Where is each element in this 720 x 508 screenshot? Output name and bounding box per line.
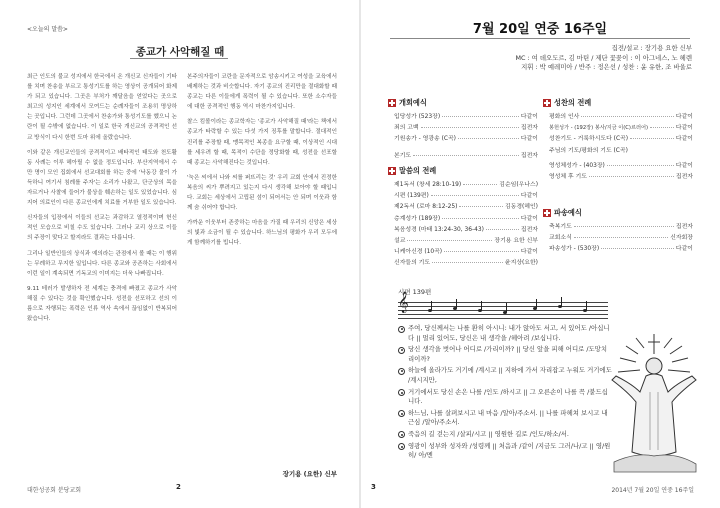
cross-icon xyxy=(543,99,551,107)
verse-item: 거기에서도 당신 손은 나를 /인도 /하시고 || 그 오른손이 나를 꼭 /붙드십니다. xyxy=(398,388,613,407)
sermon-paragraph: 최근 인도의 불교 성지에서 한국에서 온 개신교 신자들이 기타를 치며 찬송을 부르고 통성기도를 하는 영상이 공개되어 화제가 되고 있습니다. 그곳은 부처가 깨달음을 얻었다는 곳으로 최고의 성지인 세계에서 모여드는 순례자들이 조용히 명상하는 곳입니다. 그런데 그곳에서 찬송가와 통성기도를 했으니 논란이 될 수밖에 없습니다. 이 일로 한국 개신교의 공격적인 선교 방식이 다시 한번 도마 위에 올랐습니다. xyxy=(27,74,177,141)
sermon-paragraph: 그리나 일반인들의 상식과 예의라는 관점에서 볼 때는 이 행위는 무례하고 무지한 일입니다. 다른 종교와 공존하는 사회에서 이런 일이 계속되면 기독교의 이미지는 더욱 나빠집니다. xyxy=(27,250,177,277)
section-dismissal xyxy=(543,208,693,255)
order-row: 시편 (139편) 다같이 xyxy=(394,193,538,200)
verse-item: 죽음의 길 걷는지 /살피/시고 || 영원한 길로 /인도/하소/서. xyxy=(398,430,613,440)
credit-line: 집전/설교 : 장기용 요한 신부 xyxy=(611,44,692,52)
order-row: 입당성가 (523장) 다같이 xyxy=(394,114,538,120)
headline-underline xyxy=(130,58,228,59)
order-row: 기원송가 - 영광송 (C곡) 다같이 xyxy=(394,136,538,143)
section-eucharist xyxy=(543,98,693,182)
sermon-column-right xyxy=(187,72,337,462)
verse-item: 당신 생각을 벗어나 어디로 /가리이까? || 당신 앞을 피해 어디로 /도망치리이까? xyxy=(398,345,613,364)
sermon-paragraph: 찰스 킴볼이라는 종교학자는 '종교가 사악해질 때'라는 책에서 종교가 타락할 수 있는 다섯 가지 징후를 말합니다. 절대적인 진리를 주장할 때, 맹목적인 복종을 요구할 때, 이상적인 시대를 세우려 할 때, 목적이 수단을 정당화할 때, 성전을 선포할 때 종교는 사악해진다는 것입니다. xyxy=(187,119,337,166)
section-word xyxy=(388,150,538,161)
page-number: 2 xyxy=(176,483,181,491)
section-word-list xyxy=(388,166,538,269)
credit-line: 지휘 : 박 예레미아 / 반주 : 정은선 / 성찬 : 윤 유한, 조 바울로 xyxy=(521,63,692,72)
sermon-paragraph: 9.11 테러가 발생하자 전 세계는 충격에 빠졌고 종교가 사악해질 수 있다는 것을 확인했습니다. 성전을 선포하고 선의 이름으로 자행되는 폭력은 인류 역사 속에서 끊임없이 반복되어 왔습니다. xyxy=(27,285,177,323)
order-row: 축복기도 집전자 xyxy=(549,224,693,230)
order-row: 성찬기도 - 거룩하시도다 (C곡) 다같이 xyxy=(549,136,693,143)
sermon-paragraph: 이와 같은 개신교인들의 공격적이고 배타적인 태도와 천도활동 사례는 이루 헤아릴 수 없을 정도입니다. 부산지역에서 수 만 명이 모인 집회에서 선교대회를 하는 중에 '낙동강 물이 가득하니 여기서 침례를 주자'는 소리가 나왔고, 단군상의 목을 자르거나 사찰에 들어가 불상을 훼손하는 일도 있었습니다. 심지어 의료인이 다른 종교인에게 치료를 거부한 일도 있습니다. xyxy=(27,149,177,207)
footer-date: 2014년 7월 20일 연중 16주일 xyxy=(611,487,694,494)
order-row: 신자들의 기도 윤지상(요한) xyxy=(394,260,538,267)
order-row: 주님의 기도/평화의 기도 (C곡) xyxy=(549,147,628,154)
sermon-paragraph: 신자들의 입장에서 이들의 선교는 과감하고 열정적이며 헌신적인 모습으로 비칠 수도 있습니다. 그러나 교리 상으로 이들의 주장이 맞다고 할지라도 결과는 다릅니다. xyxy=(27,215,177,242)
section-title: 파송예식 xyxy=(554,208,582,217)
order-row: 층계성가 (189장) 다같이 xyxy=(394,215,538,222)
verse-item: 하느님, 나를 살펴보시고 내 마음 /알아/주소서. || 나를 파헤쳐 보시고 내 근심 /알아/주소서. xyxy=(398,409,613,428)
footer-church-name: 대한성공회 분당교회 xyxy=(27,487,82,494)
page-number: 3 xyxy=(371,483,376,491)
order-row: 교회소식 신자회장 xyxy=(549,235,693,242)
section-title: 말씀의 전례 xyxy=(399,166,437,175)
order-row: 파송성가 - (530장) 다같이 xyxy=(549,246,693,253)
order-row: 본기도 집전자 xyxy=(394,153,538,159)
order-row: 제2독서 (로마 8:12-25) 김동경(헤인) xyxy=(394,204,538,211)
service-credits xyxy=(515,44,692,73)
psalm-verses xyxy=(398,324,613,463)
treble-clef-icon: 𝄞 xyxy=(398,292,409,313)
credit-line: MC : 여 데오도르, 김 마틴 / 제단 꽃꽂이 : 이 아그네스, 노 헤렌 xyxy=(515,53,692,62)
order-row: 봉헌성가 - (192장) 봉사/지금 이(C)르러어) 다같이 xyxy=(549,125,693,132)
sermon-headline: 종교가 사악해질 때 xyxy=(135,46,225,58)
section-opening xyxy=(388,98,538,145)
sermon-signature: 장기용 (요한) 신부 xyxy=(282,470,337,478)
order-row: 영성체 후 기도 집전자 xyxy=(549,173,693,180)
order-row: 영성체성가 - (403장) 다같이 xyxy=(549,162,693,169)
sermon-paragraph: 본주의자들이 코란을 문자적으로 암송시키고 여성을 교육에서 배제하는 것과 비슷합니다. 자기 종교의 진리만을 절대화할 때 종교는 다른 이들에게 폭력이 될 수 있습니다. 또한 소수자들에 대한 공격적인 행동 역시 마찬가지입니다. xyxy=(187,74,337,111)
order-row: 복음성경 (마태 13:24-30, 36-43) 집전자 xyxy=(394,226,538,233)
cross-icon xyxy=(543,209,551,217)
order-row: 제1독서 (창세 28:10-19) 김순임(우나스) xyxy=(394,182,538,188)
service-title: 7월 20일 연중 16주일 xyxy=(472,22,608,37)
section-tag: <오늘의 말씀> xyxy=(27,26,68,33)
sermon-paragraph: '눅은 씨에서 나와 씨를 퍼뜨리는 것' 우리 교회 안에서 진정한 복음의 씨가 뿌려지고 있는지 다시 생각해 보아야 할 때입니다. 교회는 세상에서 고립된 섬이 되어서는 안 되며 이웃과 함께 숨 쉬어야 합니다. xyxy=(187,174,337,212)
order-row: 니케아신경 (10곡) 다같이 xyxy=(394,249,538,256)
cross-icon xyxy=(388,167,396,175)
section-title: 개회예식 xyxy=(399,98,427,107)
cross-icon xyxy=(388,99,396,107)
section-title: 성찬의 전례 xyxy=(554,98,592,107)
order-row: 평화의 인사 다같이 xyxy=(549,114,693,120)
sermon-column-left xyxy=(27,72,177,472)
verse-item: 하늘에 올라가도 거기에 /계시고 || 지하에 가서 자리잡고 누워도 거기에도 /계시지만, xyxy=(398,366,613,385)
order-row: 죄의 고백 집전자 xyxy=(394,125,538,132)
psalm-title: 시편 139편 xyxy=(398,288,432,296)
title-underline xyxy=(390,38,690,39)
jesus-illustration xyxy=(606,332,702,482)
verse-item: 영광이 성부와 성자와 /성령께 || 처음과 /같이 /지금도 그러/나/고 || 영/원히/ 아/멘 xyxy=(398,442,613,461)
order-row: 설교 장기용 요한 신부 xyxy=(394,237,538,244)
verse-item: 주여, 당신께서는 나를 환히 아시니: 내가 앉아도 서고, 서 있어도 /아십니다 || 멀리 있어도, 당신은 내 생각을 /헤아려 /보십니다. xyxy=(398,324,613,343)
sermon-paragraph: 가까운 이웃부터 존중하는 마음을 가질 때 우리의 신앙은 세상의 빛과 소금이 될 수 있습니다. 하느님의 평화가 우리 모두에게 함께하기를 빕니다. xyxy=(187,220,337,247)
right-page xyxy=(360,0,720,508)
